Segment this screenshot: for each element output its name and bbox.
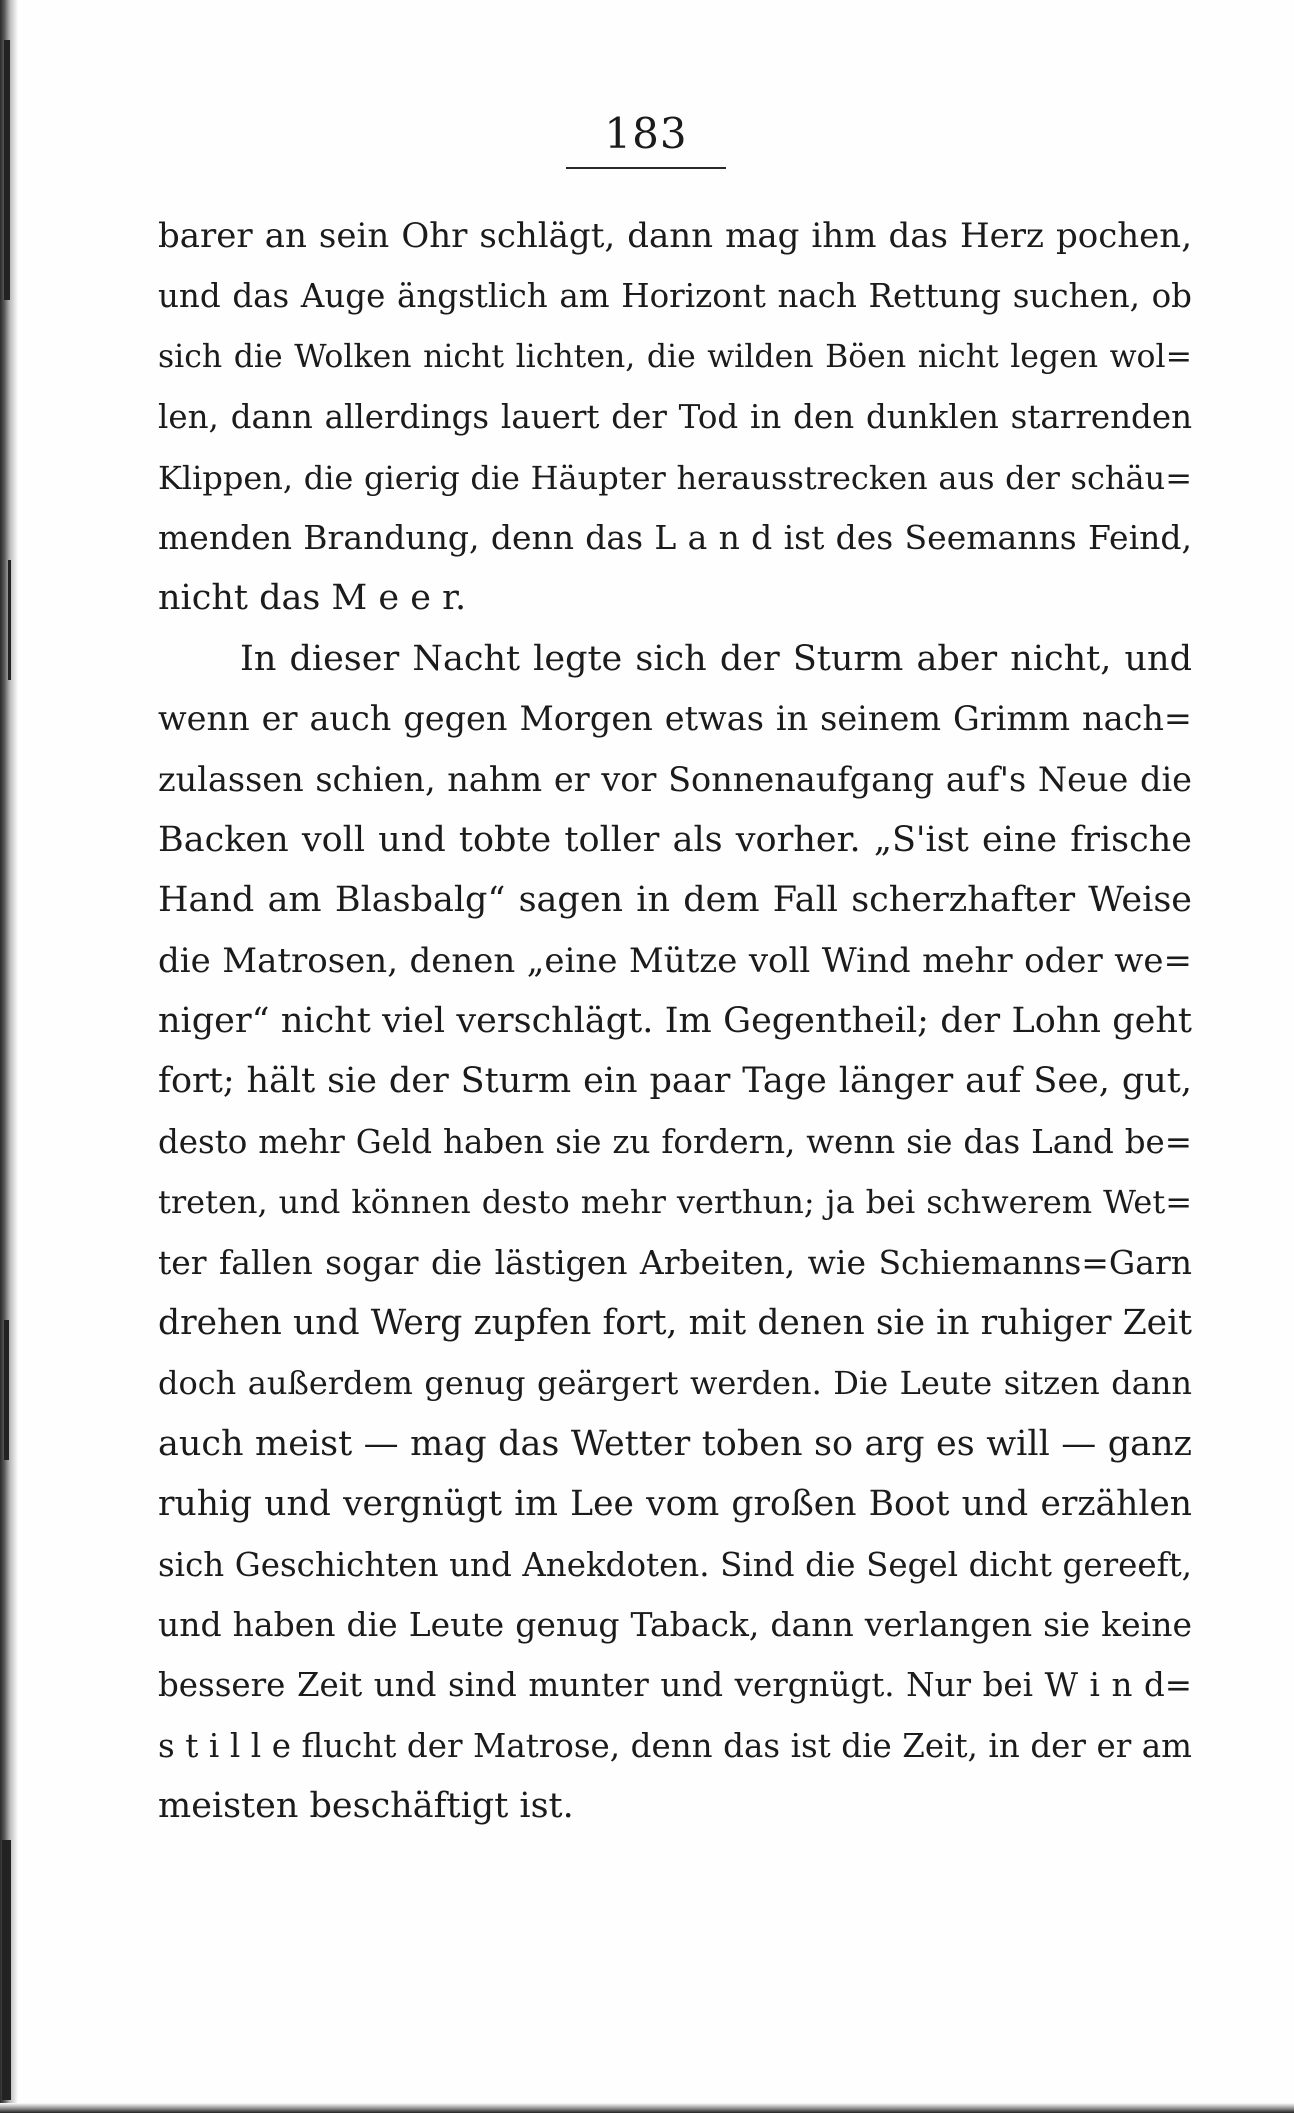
text-line: wenn er auch gegen Morgen etwas in seinem Grimm nach= <box>158 699 1192 739</box>
header-rule <box>566 167 726 169</box>
gutter-mark <box>4 40 10 300</box>
text-line: zulassen schien, nahm er vor Sonnenaufgang auf's Neue die <box>158 759 1192 799</box>
text-line: menden Brandung, denn das L a n d ist des Seemanns Feind, <box>158 517 1192 557</box>
text-line: und das Auge ängstlich am Horizont nach Rettung suchen, ob <box>158 277 1192 316</box>
page-number: 183 <box>604 109 688 158</box>
gutter-mark <box>8 560 11 680</box>
text-line: fort; hält sie der Sturm ein paar Tage länger auf See, gut, <box>158 1061 1192 1102</box>
text-line: drehen und Werg zupfen fort, mit denen sie in ruhiger Zeit <box>158 1303 1192 1344</box>
body-text <box>158 206 1192 1837</box>
gutter-mark <box>2 1840 11 2100</box>
text-line: bessere Zeit und sind munter und vergnügt. Nur bei W i n d= <box>158 1666 1192 1705</box>
gutter-mark <box>4 1320 9 1460</box>
text-line: sich die Wolken nicht lichten, die wilden Böen nicht legen wol= <box>158 338 1192 375</box>
text-line: len, dann allerdings lauert der Tod in den dunklen starrenden <box>158 398 1192 437</box>
paragraph-start-line: In dieser Nacht legte sich der Sturm aber nicht, und <box>240 638 1192 679</box>
text-line: und haben die Leute genug Taback, dann verlangen sie keine <box>158 1604 1192 1644</box>
text-line: barer an sein Ohr schlägt, dann mag ihm das Herz pochen, <box>158 216 1192 256</box>
paragraph-end-line: meisten beschäftigt ist. <box>158 1786 574 1827</box>
text-line: doch außerdem genug geärgert werden. Die Leute sitzen dann <box>158 1364 1192 1403</box>
text-line: Hand am Blasbalg“ sagen in dem Fall scherzhafter Weise <box>158 880 1192 921</box>
text-line: treten, und können desto mehr verthun; ja bei schwerem Wet= <box>158 1183 1192 1222</box>
text-line: die Matrosen, denen „eine Mütze voll Wind mehr oder we= <box>158 940 1192 981</box>
text-line: ruhig und vergnügt im Lee vom großen Boot und erzählen <box>158 1484 1192 1525</box>
text-line: Klippen, die gierig die Häupter herausstrecken aus der schäu= <box>158 458 1192 497</box>
paragraph-end-line: nicht das M e e r. <box>158 578 467 619</box>
text-line: desto mehr Geld haben sie zu fordern, wenn sie das Land be= <box>158 1122 1192 1161</box>
page-bottom-edge <box>0 2103 1294 2113</box>
text-line: ter fallen sogar die lästigen Arbeiten, wie Schiemanns=Garn <box>158 1242 1192 1282</box>
text-line: Backen voll und tobte toller als vorher. „S'ist eine frische <box>158 819 1192 860</box>
text-line: sich Geschichten und Anekdoten. Sind die Segel dicht gereeft, <box>158 1545 1192 1584</box>
page-gutter-shadow <box>0 0 18 2113</box>
text-line: s t i l l e flucht der Matrose, denn das ist die Zeit, in der er am <box>158 1726 1192 1765</box>
text-line: auch meist — mag das Wetter toben so arg es will — ganz <box>158 1423 1192 1464</box>
text-line: niger“ nicht viel verschlägt. Im Gegentheil; der Lohn geht <box>158 1001 1192 1042</box>
